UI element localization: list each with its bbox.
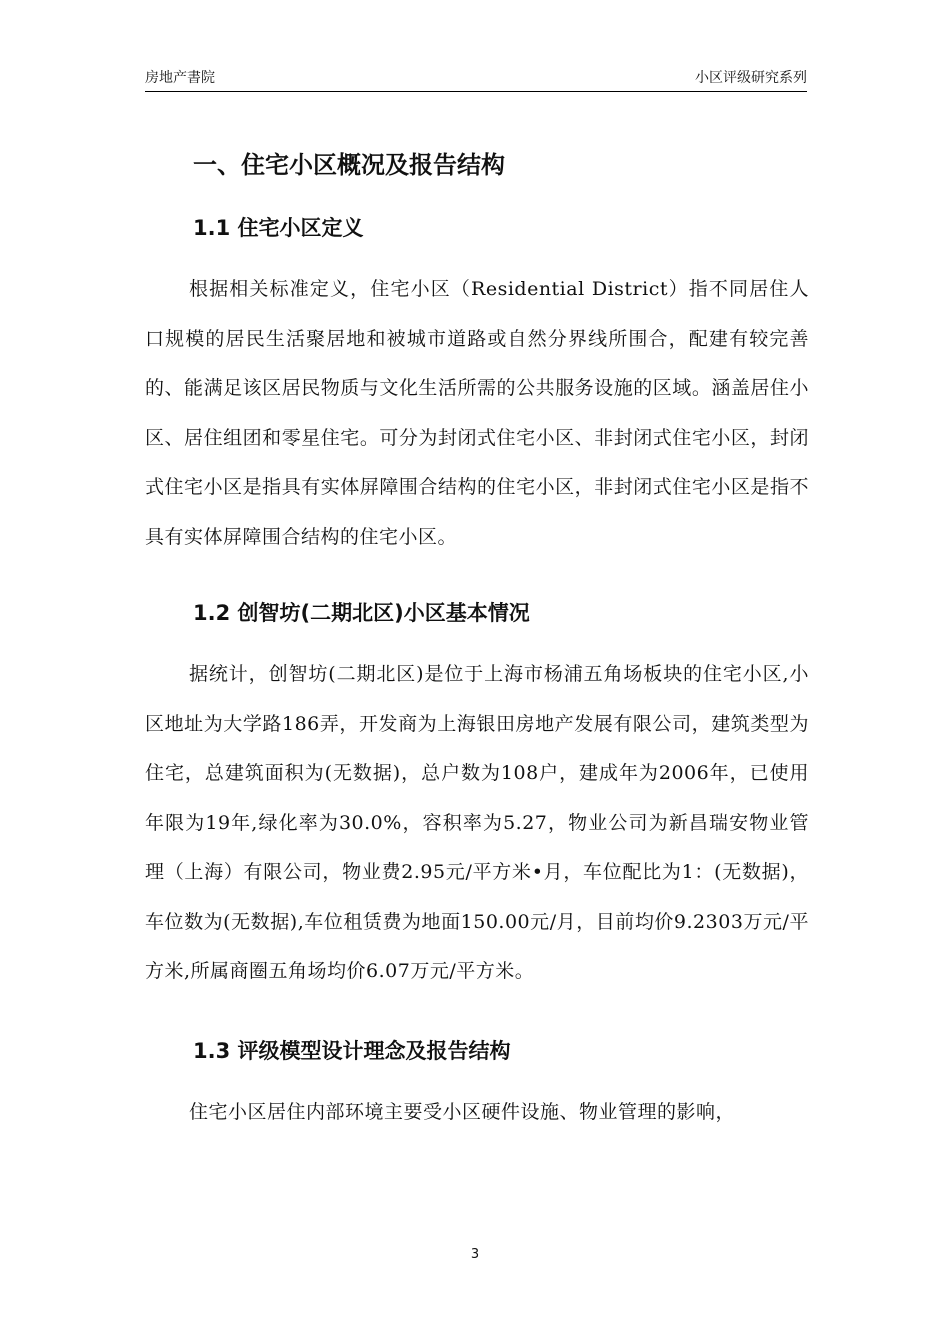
header-series-title: 小区评级研究系列 [695, 70, 807, 86]
section-1-3-paragraph: 住宅小区居住内部环境主要受小区硬件设施、物业管理的影响， [189, 1100, 736, 1123]
header-publisher: 房地产書院 [145, 70, 215, 86]
document-body [145, 140, 809, 1137]
section-1-3-heading: 1.3 评级模型设计理念及报告结构 [193, 1038, 511, 1063]
section-1-2-heading: 1.2 创智坊(二期北区)小区基本情况 [193, 601, 530, 625]
section-1-1-paragraph: 根据相关标准定义，住宅小区（Residential District）指不同居住人口规模的居民生活聚居地和被城市道路或自然分界线所围合，配建有较完善的、能满足该区居民物质与文化生活所需的公共服务设施的区域。涵盖居住小区、居住组团和零星住宅。可分为封闭式住宅小区、非封闭式住宅小区，封闭式住宅小区是指具有实体屏障围合结构的住宅小区，非封闭式住宅小区是指不具有实体屏障围合结构的住宅小区。 [145, 278, 809, 548]
section-1-1-heading: 1.1 住宅小区定义 [193, 216, 364, 240]
section-1-2-paragraph: 据统计，创智坊(二期北区)是位于上海市杨浦五角场板块的住宅小区,小区地址为大学路186弄，开发商为上海银田房地产发展有限公司，建筑类型为住宅，总建筑面积为(无数据)，总户数为108户，建成年为2006年，已使用年限为19年,绿化率为30.0%，容积率为5.27，物业公司为新昌瑞安物业管理（上海）有限公司，物业费2.95元/平方米•月，车位配比为1：(无数据)，车位数为(无数据),车位租赁费为地面150.00元/月，目前均价9.2303万元/平方米,所属商圈五角场均价6.07万元/平方米。 [145, 663, 809, 982]
page-number: 3 [470, 1247, 480, 1262]
page-header [145, 67, 807, 92]
chapter-title: 一、住宅小区概况及报告结构 [193, 151, 505, 179]
